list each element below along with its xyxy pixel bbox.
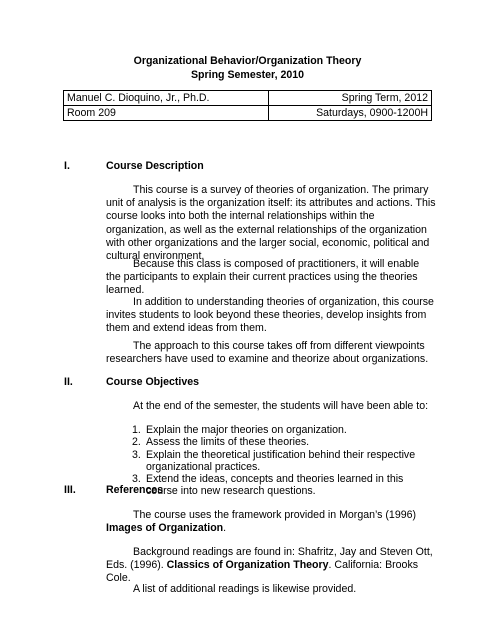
section-1-paragraph-3: In addition to understanding theories of organization, this course invites students to look beyond these theories, develop insights from them and extend ideas from them.: [106, 296, 434, 335]
section-3-title: References: [106, 484, 164, 496]
list-item: 3. Extend the ideas, concepts and theories learned in this course into new research questions.: [132, 473, 404, 498]
book-title: Classics of Organization Theory: [166, 559, 329, 572]
room-cell: Room 209: [64, 106, 269, 121]
section-3-paragraph-2: Background readings are found in: Shafritz, Jay and Steven Ott, Eds. (1996). Classics of Organization Theory. California: Brooks Cole.: [106, 546, 433, 585]
section-1-paragraph-1: This course is a survey of theories of organization. The primary unit of analysis is the organization itself: its attributes and actions. This course looks into both the internal relationships within the organization, as well as the external relationships of the organization with other organizations and the larger social, economic, political and cultural environment.: [106, 184, 436, 263]
document-title: Organizational Behavior/Organization Theory: [133, 55, 362, 67]
section-3-number: III.: [64, 484, 76, 496]
section-1-title: Course Description: [106, 160, 204, 172]
section-1-paragraph-2: Because this class is composed of practitioners, it will enable the participants to explain their current practices using the theories learned.: [106, 258, 420, 297]
table-row: [64, 91, 432, 106]
schedule-cell: Saturdays, 0900-1200H: [268, 106, 431, 121]
book-title: Images of Organization: [106, 522, 224, 535]
section-1-paragraph-4: The approach to this course takes off from different viewpoints researchers have used to examine and theorize about organizations.: [106, 340, 429, 366]
section-2-number: II.: [64, 376, 73, 388]
section-1-number: I.: [64, 160, 70, 172]
section-3-paragraph-1: The course uses the framework provided in Morgan’s (1996) Images of Organization.: [106, 509, 417, 535]
document-subtitle: Spring Semester, 2010: [190, 69, 305, 81]
objectives-list: [132, 424, 432, 498]
term-cell: Spring Term, 2012: [268, 91, 431, 106]
table-row: [64, 106, 432, 121]
instructor-cell: Manuel C. Dioquino, Jr., Ph.D.: [64, 91, 269, 106]
section-3-paragraph-3: A list of additional readings is likewise provided.: [133, 583, 357, 595]
section-2-title: Course Objectives: [106, 376, 200, 388]
list-item: 2. Assess the limits of these theories.: [132, 436, 310, 449]
list-item: 1. Explain the major theories on organization.: [132, 424, 347, 436]
course-info-table: [63, 90, 432, 121]
list-item: 3. Explain the theoretical justification behind their respective organizational practices.: [132, 448, 416, 473]
section-2-intro: At the end of the semester, the students will have been able to:: [133, 400, 429, 412]
